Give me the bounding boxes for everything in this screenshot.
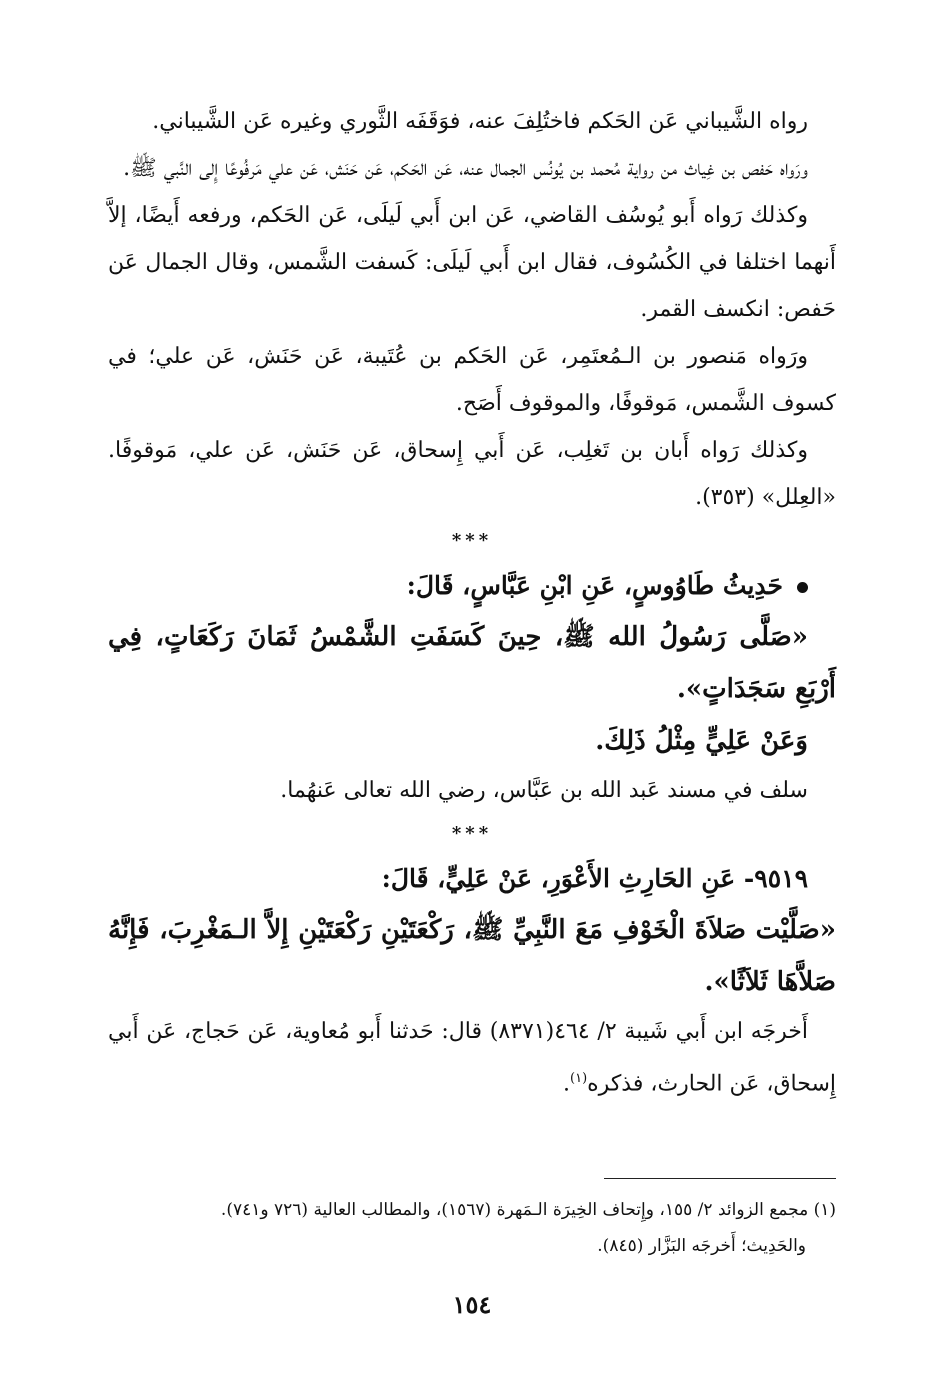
section-separator: *** (451, 823, 493, 844)
footnote-reference[interactable]: (١) (570, 1071, 588, 1086)
hadith-heading-text: حَدِيثُ طَاوُوسٍ، عَنِ ابْنِ عَبَّاسٍ، قَالَ: (406, 571, 783, 600)
paragraph: وكذلك رَواه أَبان بن تَغلِب، عَن أَبي إِسحاق، عَن حَنَش، عَن علي، مَوقوفًا. «العِلل» (٣٥٣). (108, 438, 836, 510)
paragraph: ورَواه حَفص بن غِياث من رواية مُحمد بن يُونُس الجمال عنه، عَن الحَكم، عَن حَنَش، عَن علي مَرفُوعًا إِلى النَّبي ﷺ. (123, 156, 808, 181)
hadith-matn: «صَلَّى رَسُولُ الله ﷺ، حِينَ كَسَفَتِ الشَّمْسُ ثَمَانَ رَكَعَاتٍ، فِي أَرْبَعِ سَجَدَاتٍ». (108, 622, 836, 704)
footnote-continuation: والحَدِيث؛ أَخرجَه البَزَّار (٨٤٥). (597, 1236, 806, 1256)
paragraph: ورَواه مَنصور بن الـمُعتَمِر، عَن الحَكم بن عُتَيبة، عَن حَنَش، عَن علي؛ في كسوف الشَّمس، مَوقوفًا، والموقوف أَصَح. (108, 344, 836, 416)
page-number: ١٥٤ (452, 1290, 492, 1319)
takhrij-paragraph (108, 1008, 836, 1107)
paragraph: رواه الشَّيباني عَن الحَكم فاختُلِفَ عنه، فوَقَفَه الثَّوري وغيره عَن الشَّيباني. (152, 109, 808, 134)
paragraph: وكذلك رَواه أَبو يُوسُف القاضي، عَن ابن أَبي لَيلَى، عَن الحَكم، ورفعه أَيضًا، إلاَّ أَنهما اختلفا في الكُسُوف، فقال ابن أَبي لَيلَى: كَسفت الشَّمس، وقال الجمال عَن حَفص: انكسف القمر. (108, 203, 836, 322)
hadith-number: ٩٥١٩- (743, 864, 808, 893)
footnote: (١) مجمع الزوائد ٢/ ١٥٥، وإِتحاف الخِيرَة الـمَهرة (١٥٦٧)، والمطالب العالية (٧٢٦ و٧٤١). (220, 1200, 836, 1220)
footnote-divider (604, 1178, 836, 1179)
hadith-heading (108, 854, 836, 904)
hadith-matn: «صَلَّيْت صَلاَةَ الْخَوْفِ مَعَ النَّبِيِّ ﷺ، رَكْعَتَيْنِ رَكْعَتَيْنِ إِلاَّ الـمَغْرِبَ، فَإِنَّهُ صَلاَّهَا ثَلاَثًا». (108, 915, 836, 997)
section-separator: *** (451, 530, 493, 551)
hadith-heading (108, 561, 836, 611)
hadith-heading-text: عَنِ الحَارِثِ الأَعْوَرِ، عَنْ عَلِيٍّ، قَالَ: (381, 864, 736, 893)
takhrij-end: . (563, 1071, 571, 1097)
bullet-icon (797, 582, 808, 593)
footnotes (108, 1192, 836, 1264)
takhrij-text: أَخرجَه ابن أَبي شَيبة ٢/ ٤٦٤(٨٣٧١) قال: حَدثنا أَبو مُعاوية، عَن حَجاج، عَن أَبي إِسحاق، عَن الحارث، فذكره (108, 1019, 836, 1097)
hadith-addition: وَعَنْ عَلِيٍّ مِثْلُ ذَلِكَ. (595, 726, 808, 756)
hadith-note: سلف في مسند عَبد الله بن عَبَّاس، رضي الله تعالى عَنهُما. (280, 778, 808, 803)
main-text (108, 98, 836, 1107)
